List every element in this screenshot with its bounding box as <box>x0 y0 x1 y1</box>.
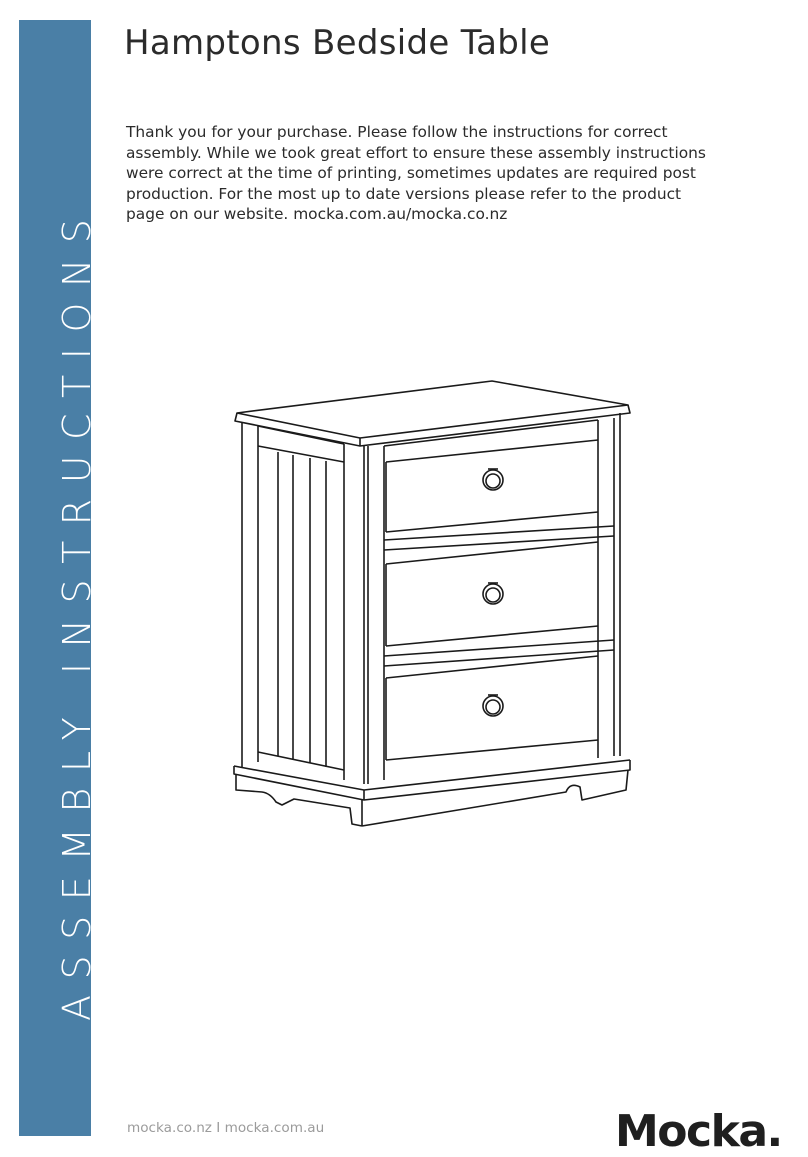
sidebar-title: ASSEMBLY INSTRUCTIONS <box>55 203 99 1021</box>
intro-line: production. For the most up to date versions please refer to the product <box>126 184 682 203</box>
bedside-table-line-drawing-icon <box>225 375 640 835</box>
intro-paragraph <box>126 122 766 225</box>
intro-line: page on our website. mocka.com.au/mocka.co.nz <box>126 205 508 224</box>
intro-line: were correct at the time of printing, sometimes updates are required post <box>126 164 696 183</box>
intro-line: assembly. While we took great effort to ensure these assembly instructions <box>126 143 706 162</box>
footer-website-links: mocka.co.nz I mocka.com.au <box>127 1120 325 1136</box>
mocka-logo: Mocka. <box>615 1106 782 1157</box>
page-title: Hamptons Bedside Table <box>124 23 551 63</box>
intro-line: Thank you for your purchase. Please follow the instructions for correct <box>126 123 668 141</box>
